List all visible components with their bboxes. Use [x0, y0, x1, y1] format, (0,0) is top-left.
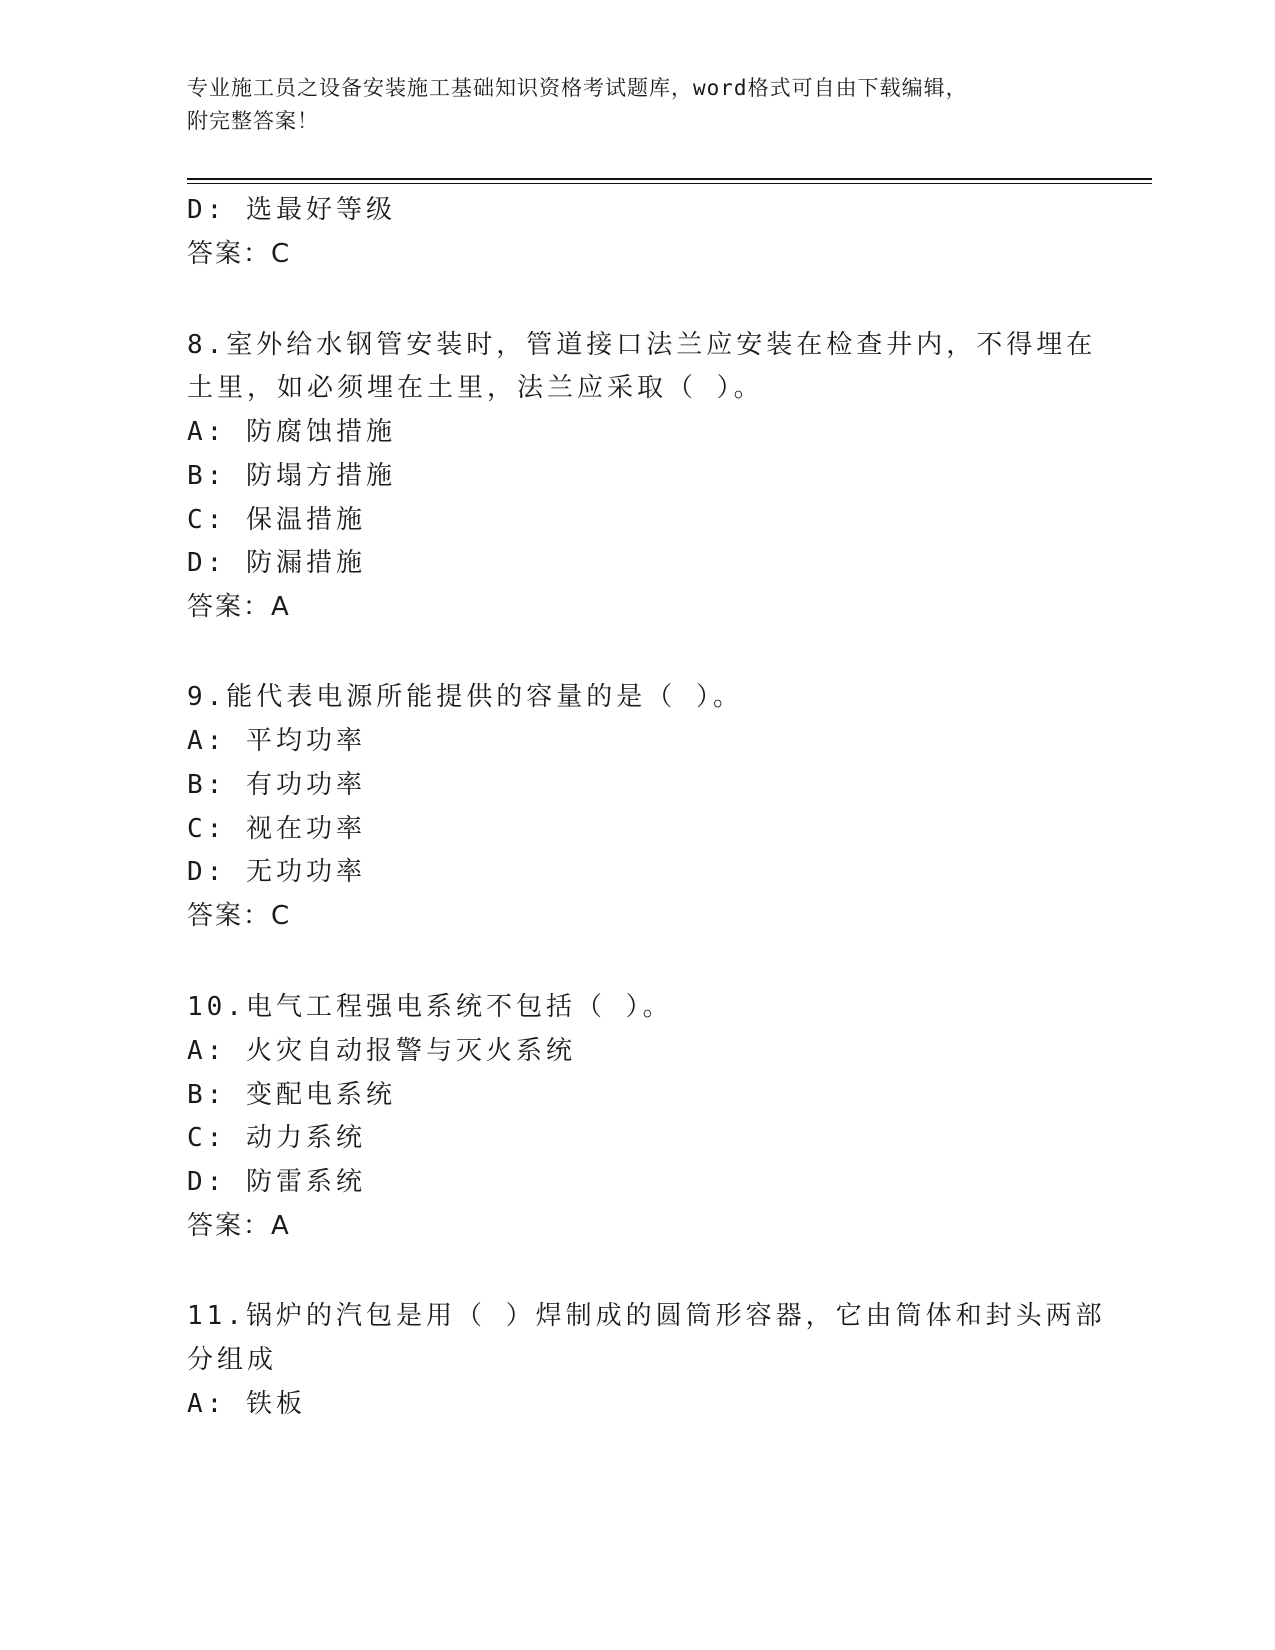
question-11-text-cont: 分组成 [187, 1345, 278, 1375]
header-line-1: 专业施工员之设备安装施工基础知识资格考试题库，word格式可自由下载编辑， [187, 76, 968, 100]
answer-line: 答案：C [187, 901, 292, 931]
option-d: D: 防雷系统 [187, 1167, 366, 1197]
header-divider-thick [187, 178, 1152, 180]
option-b: B: 变配电系统 [187, 1080, 396, 1110]
option-c: C: 动力系统 [187, 1123, 366, 1153]
option-a: A: 防腐蚀措施 [187, 417, 396, 447]
answer-line: 答案：A [187, 592, 291, 622]
option-a: A: 铁板 [187, 1389, 306, 1419]
question-8-text-cont: 土里，如必须埋在土里，法兰应采取（ ）。 [187, 373, 764, 403]
question-10-text: 10.电气工程强电系统不包括（ ）。 [187, 992, 673, 1022]
option-c: C: 视在功率 [187, 814, 366, 844]
question-11-text: 11.锅炉的汽包是用（ ）焊制成的圆筒形容器，它由筒体和封头两部 [187, 1301, 1106, 1331]
document-header [187, 72, 1167, 138]
option-d: D: 防漏措施 [187, 548, 366, 578]
question-9-text: 9.能代表电源所能提供的容量的是（ ）。 [187, 682, 743, 712]
option-b: B: 有功功率 [187, 770, 366, 800]
header-line-2: 附完整答案！ [187, 109, 319, 133]
option-d: D: 无功功率 [187, 857, 366, 887]
header-divider-thin [187, 183, 1152, 184]
question-8-text: 8.室外给水钢管安装时，管道接口法兰应安装在检查井内，不得埋在 [187, 330, 1097, 360]
answer-line: 答案：A [187, 1211, 291, 1241]
option-d: D: 选最好等级 [187, 195, 396, 225]
option-b: B: 防塌方措施 [187, 461, 396, 491]
answer-line: 答案：C [187, 239, 292, 269]
option-a: A: 火灾自动报警与灭火系统 [187, 1036, 576, 1066]
option-a: A: 平均功率 [187, 726, 366, 756]
option-c: C: 保温措施 [187, 505, 366, 535]
